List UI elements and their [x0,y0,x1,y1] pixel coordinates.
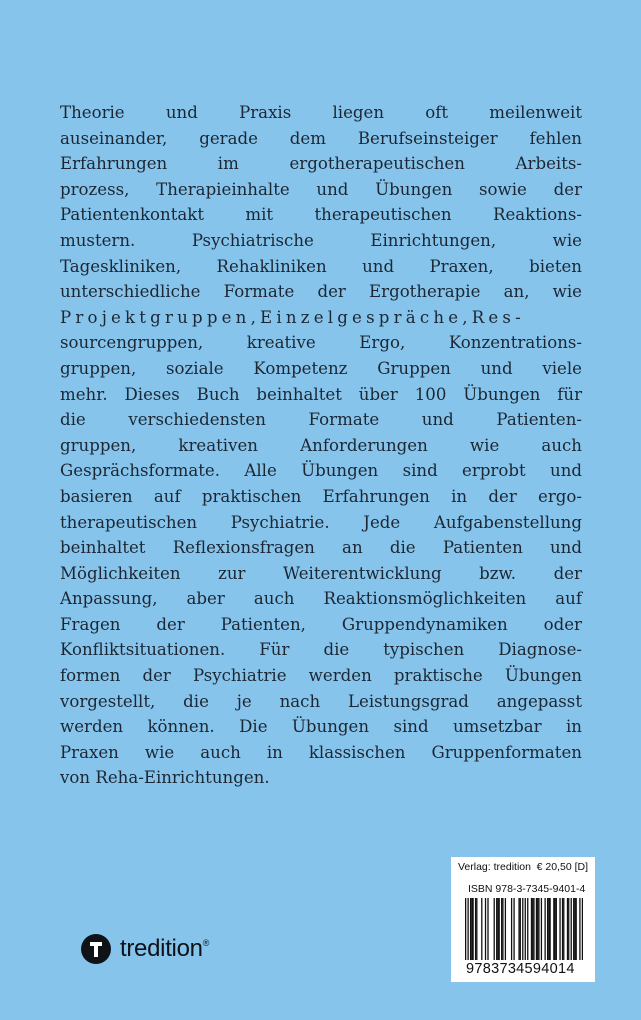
back-cover-blurb [60,100,582,791]
barcode-bar [502,898,503,960]
barcode-bar [467,898,468,960]
barcode-bar [538,898,539,960]
barcode-bar [576,898,577,960]
barcode-bar [472,898,473,960]
barcode-bar [513,898,514,960]
barcode-bar [522,898,523,960]
barcode-bar [494,898,495,960]
barcode-bar [544,898,545,960]
barcode-bar [573,898,574,960]
barcode-bar [537,898,538,960]
barcode-bar [579,898,580,960]
barcode-bar [465,898,466,960]
blurb-line: unterschiedliche Formate der Ergotherapie an, wie [60,282,582,302]
blurb-line: prozess, Therapieinhalte und Übungen sowie der [60,179,582,199]
barcode-bar [559,898,560,960]
barcode-bar [487,898,488,960]
blurb-line: von Reha-Einrichtungen. [60,768,270,788]
blurb-line: Patientenkontakt mit therapeutischen Reaktions- [60,205,582,225]
blurb-line: auseinander, gerade dem Berufseinsteiger fehlen [60,128,582,148]
blurb-line: Tageskliniken, Rehakliniken und Praxen, bieten [60,256,582,276]
barcode-bar [525,898,526,960]
publisher-label: Verlag: tredition [458,861,531,873]
blurb-line: formen der Psychiatrie werden praktische Übungen [60,666,582,686]
barcode-bar [571,898,572,960]
blurb-line: gruppen, soziale Kompetenz Gruppen und viele [60,358,582,378]
isbn-barcode-label [451,857,595,982]
isbn-label: ISBN 978-3-7345-9401-4 [468,883,586,895]
barcode-bar [554,898,555,960]
barcode-bar [501,898,502,960]
blurb-line: die verschiedensten Formate und Patienten- [60,410,582,430]
barcode-bar [527,898,528,960]
blurb-line: Fragen der Patienten, Gruppendynamiken oder [60,614,582,634]
tredition-logo-icon [81,934,111,964]
blurb-line: Projektgruppen,Einzelgespräche,Res- [60,307,525,327]
blurb-line: sourcengruppen, kreative Ergo, Konzentrations- [60,333,582,353]
barcode-bar [563,898,564,960]
barcode-bar [497,898,498,960]
blurb-line: gruppen, kreativen Anforderungen wie auch [60,435,582,455]
ean-number: 9783734594014 [466,961,575,977]
publisher-name [120,935,209,963]
barcode-bar [499,898,500,960]
barcode-bar [567,898,568,960]
blurb-line: werden können. Die Übungen sind umsetzbar in [60,717,582,737]
barcode-bar [481,898,482,960]
barcode-bar [520,898,521,960]
barcode-bar [533,898,534,960]
publisher-logo [81,933,209,965]
barcode-bar [532,898,533,960]
barcode-bar [476,898,477,960]
price-label: € 20,50 [D] [536,861,588,873]
barcode-header [458,861,588,873]
barcode-bar [471,898,472,960]
barcode-bar [548,898,549,960]
blurb-line: Möglichkeiten zur Weiterentwicklung bzw. der [60,563,582,583]
blurb-line: basieren auf praktischen Erfahrungen in der ergo- [60,486,582,506]
barcode-bar [556,898,557,960]
barcode-bar [518,898,519,960]
blurb-line: Anpassung, aber auch Reaktionsmöglichkeiten auf [60,589,582,609]
barcode-bar [541,898,542,960]
barcode-bar [475,898,476,960]
blurb-line: mehr. Dieses Buch beinhaltet über 100 Übungen für [60,384,582,404]
blurb-line: Gesprächsformate. Alle Übungen sind erprobt und [60,461,582,481]
barcode-bar [505,898,506,960]
barcode-bar [531,898,532,960]
barcode-bar [511,898,512,960]
barcode-bar [553,898,554,960]
barcode-bar [470,898,471,960]
barcode-bar [568,898,569,960]
publisher-name-text: tredition [120,935,203,962]
barcode-bar [485,898,486,960]
barcode-bar [582,898,583,960]
blurb-line: Konfliktsituationen. Für die typischen Diagnose- [60,640,582,660]
blurb-line: Praxen wie auch in klassischen Gruppenformaten [60,742,582,762]
barcode-bar [562,898,563,960]
barcode-bar [549,898,550,960]
barcode-bars [465,898,583,960]
blurb-line: vorgestellt, die je nach Leistungsgrad angepasst [60,691,582,711]
barcode-bar [574,898,575,960]
barcode-bar [547,898,548,960]
blurb-line: Erfahrungen im ergotherapeutischen Arbeits- [60,154,582,174]
barcode-bar [536,898,537,960]
blurb-line: beinhaltet Reflexionsfragen an die Patienten und [60,538,582,558]
blurb-line: mustern. Psychiatrische Einrichtungen, wie [60,230,582,250]
barcode-bar [496,898,497,960]
blurb-line: Theorie und Praxis liegen oft meilenweit [60,103,582,122]
trademark-mark: ® [202,938,210,948]
blurb-line: therapeutischen Psychiatrie. Jede Aufgabenstellung [60,512,582,532]
